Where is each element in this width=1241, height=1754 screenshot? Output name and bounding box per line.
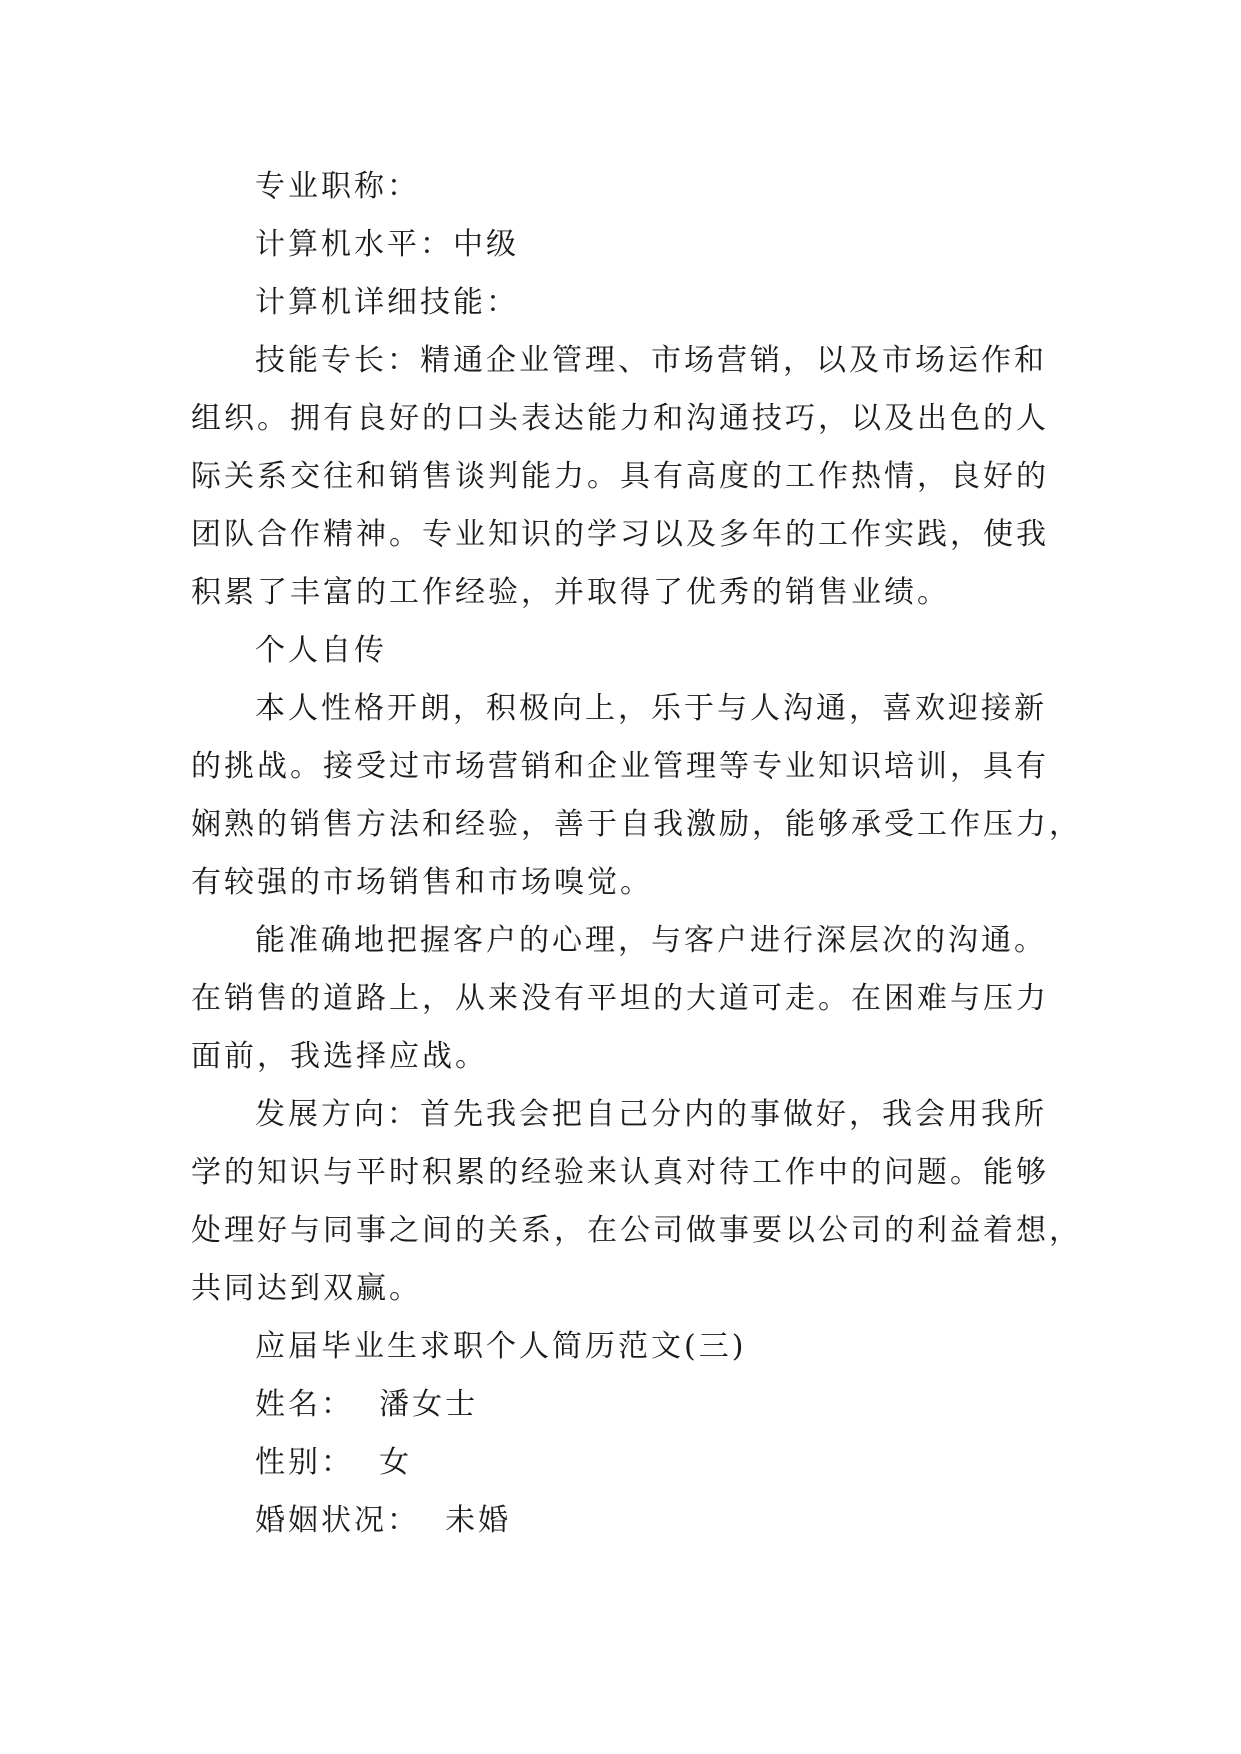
section-heading-autobiography: 个人自传 xyxy=(255,633,387,668)
development-paragraph-line: 共同达到双赢。 xyxy=(191,1271,422,1306)
autobiography-paragraph-line: 有较强的市场销售和市场嗅觉。 xyxy=(191,865,653,900)
customer-paragraph-line: 能准确地把握客户的心理，与客户进行深层次的沟通。 xyxy=(255,923,1047,958)
skills-paragraph-line: 际关系交往和销售谈判能力。具有高度的工作热情，良好的 xyxy=(191,459,1049,494)
autobiography-paragraph-line: 娴熟的销售方法和经验，善于自我激励，能够承受工作压力， xyxy=(191,807,1082,842)
development-paragraph-line: 学的知识与平时积累的经验来认真对待工作中的问题。能够 xyxy=(191,1155,1049,1190)
field-computer-level: 计算机水平：中级 xyxy=(255,227,519,262)
resume-sample-title: 应届毕业生求职个人简历范文(三) xyxy=(255,1329,747,1364)
field-marital-status: 婚姻状况： 未婚 xyxy=(255,1503,512,1538)
skills-paragraph-line: 积累了丰富的工作经验，并取得了优秀的销售业绩。 xyxy=(191,575,950,610)
autobiography-paragraph-line: 本人性格开朗，积极向上，乐于与人沟通，喜欢迎接新 xyxy=(255,691,1047,726)
skills-paragraph-line: 技能专长：精通企业管理、市场营销，以及市场运作和 xyxy=(255,343,1047,378)
development-paragraph-line: 处理好与同事之间的关系，在公司做事要以公司的利益着想， xyxy=(191,1213,1082,1248)
autobiography-paragraph-line: 的挑战。接受过市场营销和企业管理等专业知识培训，具有 xyxy=(191,749,1049,784)
field-name: 姓名： 潘女士 xyxy=(255,1387,479,1422)
field-computer-skills: 计算机详细技能： xyxy=(255,285,519,320)
customer-paragraph-line: 在销售的道路上，从来没有平坦的大道可走。在困难与压力 xyxy=(191,981,1049,1016)
customer-paragraph-line: 面前，我选择应战。 xyxy=(191,1039,488,1074)
field-gender: 性别： 女 xyxy=(255,1445,413,1480)
skills-paragraph-line: 组织。拥有良好的口头表达能力和沟通技巧，以及出色的人 xyxy=(191,401,1049,436)
field-professional-title: 专业职称： xyxy=(255,169,420,204)
development-paragraph-line: 发展方向：首先我会把自己分内的事做好，我会用我所 xyxy=(255,1097,1047,1132)
skills-paragraph-line: 团队合作精神。专业知识的学习以及多年的工作实践，使我 xyxy=(191,517,1049,552)
